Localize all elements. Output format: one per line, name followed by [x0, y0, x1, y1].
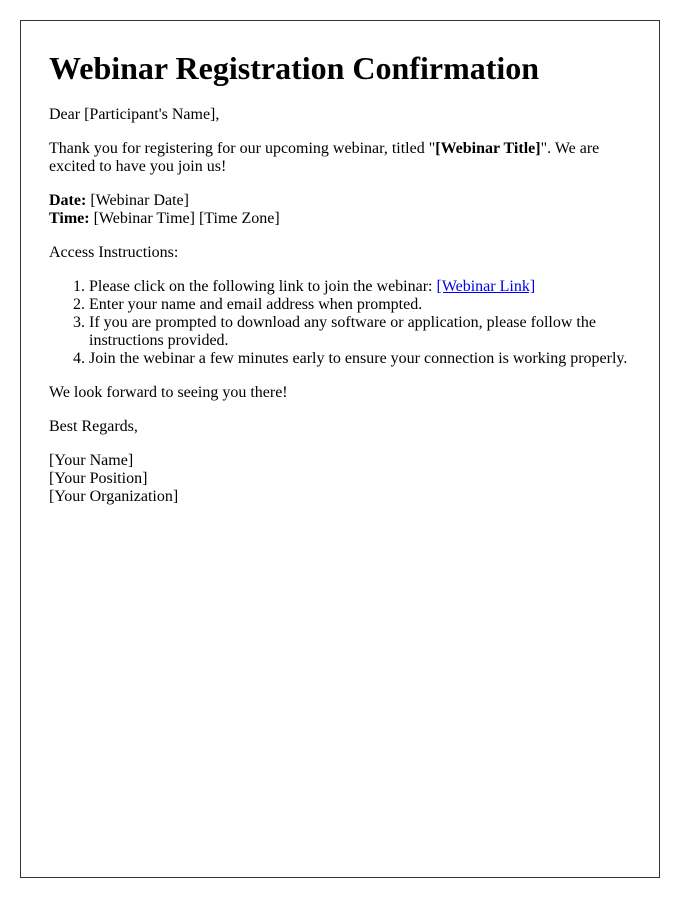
signature-name: [Your Name]: [49, 452, 134, 469]
intro-text-after: ". We are excited to have you join us!: [49, 140, 600, 175]
sign-off: Best Regards,: [49, 418, 138, 435]
signature-position: [Your Position]: [49, 470, 148, 487]
instruction-item: 3. If you are prompted to download any software or application, please follow the instructions provided.: [89, 314, 631, 350]
webinar-details: [49, 192, 631, 228]
letter-document: [20, 20, 660, 878]
date-value: [Webinar Date]: [86, 192, 189, 209]
webinar-link[interactable]: [Webinar Link]: [436, 278, 536, 295]
date-label: Date:: [49, 192, 87, 209]
intro-paragraph: [49, 140, 631, 176]
closing-line: We look forward to seeing you there!: [49, 384, 288, 401]
greeting: Dear [Participant's Name],: [49, 106, 220, 123]
instruction-item: 2. Enter your name and email address when prompted.: [89, 296, 631, 314]
time-label: Time:: [49, 210, 90, 227]
instructions-list: [49, 278, 631, 368]
instruction-item: 4. Join the webinar a few minutes early to ensure your connection is working properly.: [89, 350, 631, 368]
instruction-item: [89, 278, 631, 296]
page-title: Webinar Registration Confirmation: [49, 50, 540, 86]
instruction-text: Please click on the following link to join the webinar:: [89, 278, 437, 295]
intro-text-before: Thank you for registering for our upcoming webinar, titled ": [49, 140, 436, 157]
signature-organization: [Your Organization]: [49, 488, 179, 505]
webinar-title: [Webinar Title]: [435, 140, 541, 157]
time-value: [Webinar Time] [Time Zone]: [89, 210, 280, 227]
signature-block: [49, 452, 631, 506]
access-heading: Access Instructions:: [49, 244, 179, 261]
